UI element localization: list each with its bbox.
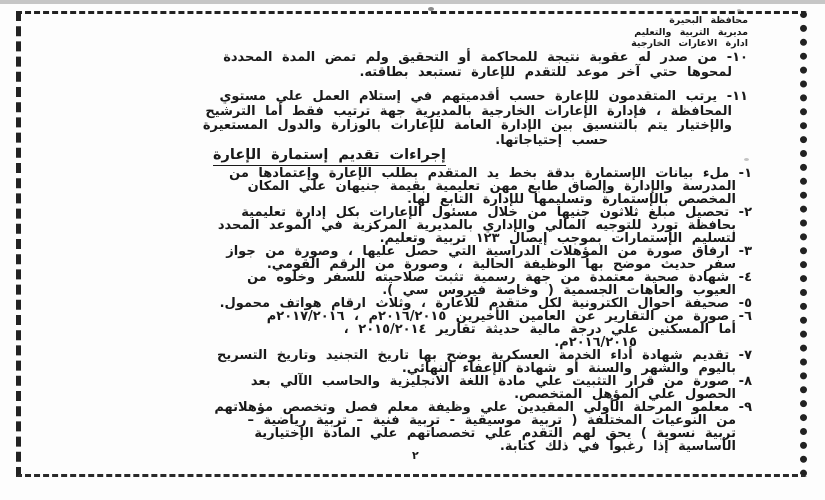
letterhead xyxy=(631,15,748,50)
paragraph-line: حسب إحتياجاتها. xyxy=(495,132,608,148)
list-item-line: ١- ملء بيانات الإستمارة بدقة بخط يد المتقدم بطلب الإعارة وإعتمادها من xyxy=(229,166,752,181)
paragraph-line: ١٠- من صدر له عقوبة نتيجة للمحاكمة أو التحقيق ولم تمض المدة المحددة xyxy=(223,50,748,65)
list-item xyxy=(214,206,752,245)
list-item-line: ٤- شهادة صحية معتمدة من جهة رسمية تثبت صلاحيته للسفر وخلوه من xyxy=(247,270,752,285)
scan-edge-strip xyxy=(0,0,825,4)
list-item xyxy=(214,310,752,349)
list-item xyxy=(214,271,752,297)
letterhead-line: ادارة الاعارات الخارجية xyxy=(631,38,748,49)
section-heading: إجراءات تقديم إستمارة الإعارة xyxy=(213,147,446,166)
list-item-line: المدرسة والإدارة وإلصاق طابع مهن تعليمية بقيمة جنيهان علي المكان xyxy=(247,179,736,194)
list-item-line: لتسليم الإستمارات بموجب إيصال ١٢٣ تربية وتعليم. xyxy=(379,231,736,246)
list-item-line: من النوعيات المختلفة ( تربية موسيقية - تربية فنية – تربية رياضية – xyxy=(247,413,736,428)
list-item-line: سفر حديث موضح بها الوظيفة الحالية ، وصورة من الرقم القومي. xyxy=(266,257,736,272)
scan-smudge xyxy=(744,158,749,161)
list-item-line: بحافظة تورد للتوجيه المالي والإداري بالمديرية المركزية في الموعد المحدد xyxy=(217,218,736,233)
list-item-line: العيوب والعاهات الجسمية ( وخاصة فيروس سي ). xyxy=(382,283,736,298)
list-item-line: ٢- تحصيل مبلغ ثلاثون جنيها من خلال مسئول الإعارات بكل إدارة تعليمية xyxy=(241,205,752,220)
paragraph-line: لمحوها حتي آخر موعد للتقدم للإعارة تستبعد بطاقته. xyxy=(359,64,732,80)
list-item-line: الحصول علي المؤهل المتخصص. xyxy=(514,387,736,402)
paragraph-line: والإختيار يتم بالتنسيق بين الإدارة العامة للإعارات بالوزارة والدول المستعيرة xyxy=(202,118,732,133)
list-item xyxy=(214,167,752,206)
list-item-line: أما المسكنين علي درجة مالية حديثة تقارير ٢٠١٥/٢٠١٤ ، xyxy=(343,322,736,337)
page-number: ٢ xyxy=(412,449,419,462)
list-item-line: المخصص بالإستمارة وتسليمها للإدارة التابع لها. xyxy=(407,192,736,207)
list-item-line: ٩- معلمو المرحلة الأولي المقيدين علي وظيفة معلم فصل وتخصص مؤهلاتهم xyxy=(214,400,752,415)
list-item-line: تربية نسوية ) يحق لهم التقدم علي تخصصاتهم علي المادة الإختيارية xyxy=(254,426,736,441)
paragraph-line: ١١- يرتب المتقدمون للإعارة حسب أقدميتهم في إستلام العمل علي مستوي xyxy=(219,89,748,104)
intro-paragraph-10 xyxy=(223,51,748,80)
list-item-line: ٣- ارفاق صورة من المؤهلات الدراسية التي حصل عليها ، وصورة من جواز xyxy=(226,244,752,259)
paragraph-line: المحافظة ، فإدارة الإعارات الخارجية بالمديرية جهة ترتيب فقط أما الترشيح xyxy=(205,103,732,119)
scan-smudge xyxy=(428,7,434,11)
scan-smudge xyxy=(737,9,741,12)
letterhead-line: مديرية التربية والتعليم xyxy=(634,26,748,38)
list-item-line: ٦- صورة من التقارير عن العامين الأخيرين ٢٠١٦/٢٠١٥م ، ٢٠١٧/٢٠١٦م xyxy=(266,309,752,324)
list-item-line: ٨- صورة من قرار التثبيت علي مادة اللغة الانجليزية والحاسب الآلي بعد xyxy=(250,374,752,389)
list-item-line: ٥- صحيفة احوال الكترونية لكل متقدم للاعارة ، وثلاث ارقام هواتف محمول. xyxy=(219,296,752,311)
list-item-line: ٧- تقديم شهادة أداء الخدمة العسكرية يوضح بها تاريخ التجنيد وتاريخ التسريح xyxy=(217,348,752,363)
list-item-line: الأساسية إذا رغبوا في ذلك كتابة. xyxy=(499,439,736,454)
list-item-line: ٢٠١٦/٢٠١٥م. xyxy=(554,335,637,350)
procedures-list xyxy=(214,167,752,453)
list-item xyxy=(214,349,752,375)
intro-paragraph-11 xyxy=(203,90,748,148)
list-item xyxy=(214,401,752,453)
list-item xyxy=(214,375,752,401)
list-item xyxy=(214,245,752,271)
letterhead-line: محافظة البحيرة xyxy=(669,15,748,26)
list-item-line: باليوم والشهر والسنة أو شهادة الإعفاء النهائي. xyxy=(401,361,736,376)
